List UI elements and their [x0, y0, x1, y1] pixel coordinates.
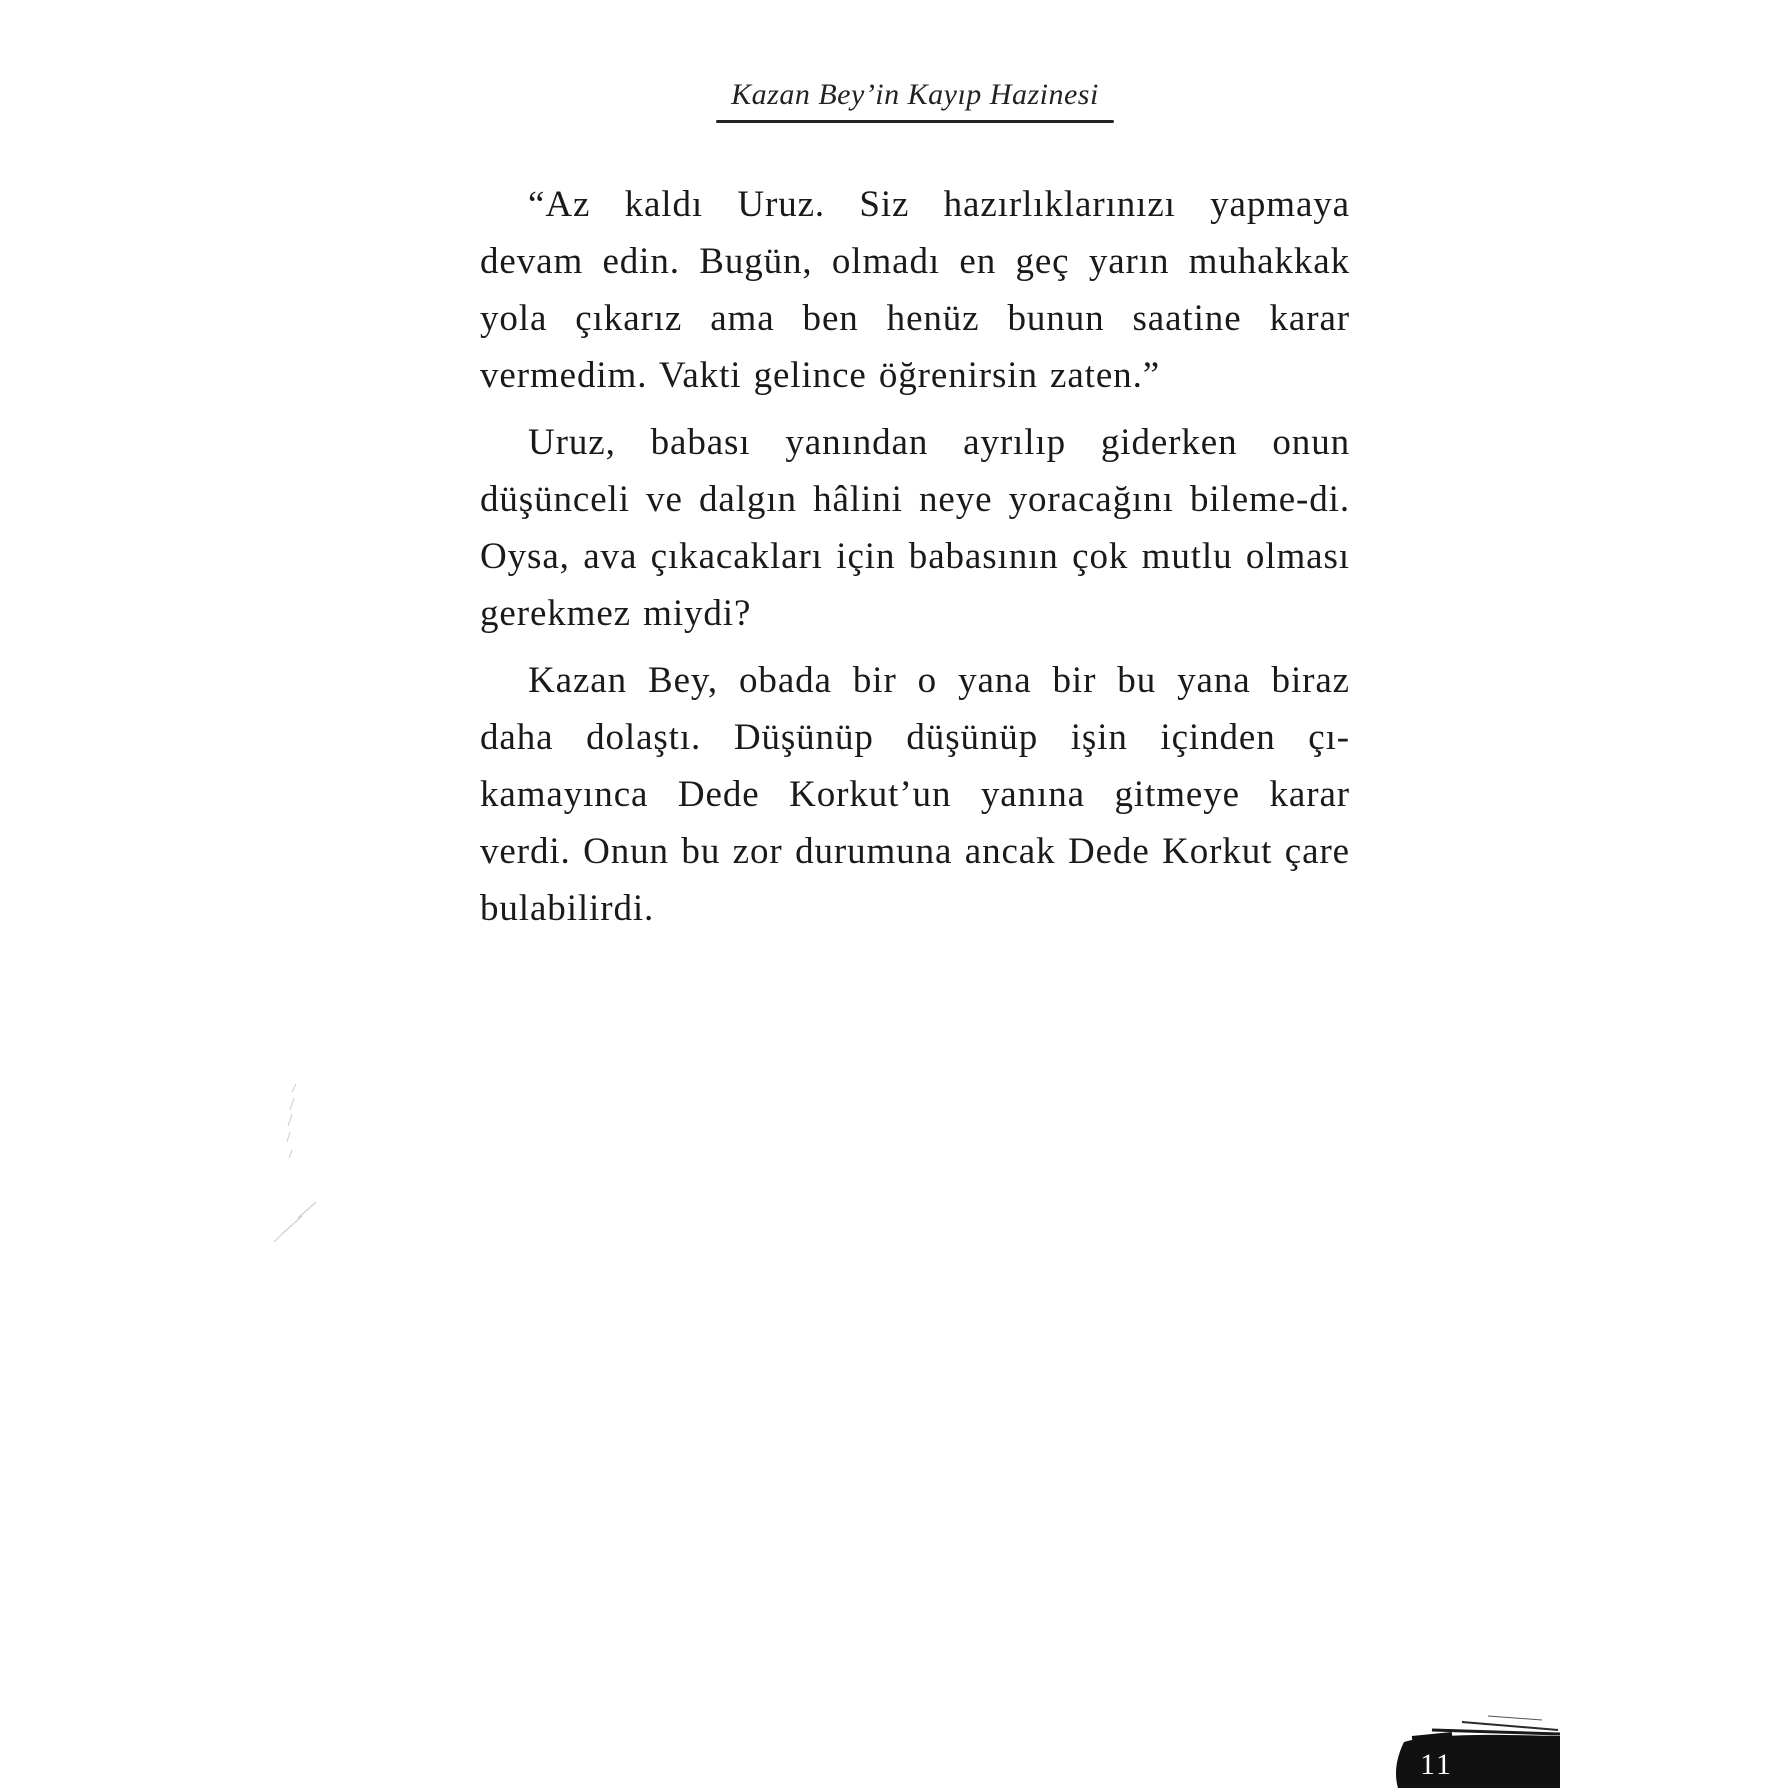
running-title: Kazan Bey’in Kayıp Hazinesi	[731, 78, 1099, 111]
scan-artifact-marks	[268, 1080, 328, 1250]
page-number: 11	[1420, 1748, 1453, 1781]
running-header	[715, 78, 1115, 128]
paragraph-3: Kazan Bey, obada bir o yana bir bu yana biraz daha dolaştı. Düşünüp düşünüp işin içinden çı-kamayınca Dede Korkut’un yanına gitmeye karar verdi. Onun bu zor durumuna ancak Dede Korkut çare bulabilirdi.	[480, 660, 1350, 929]
page-number-tab	[1392, 1712, 1562, 1788]
body-text	[480, 176, 1350, 947]
paragraph-2: Uruz, babası yanından ayrılıp giderken onun düşünceli ve dalgın hâlini neye yoracağını bileme-di. Oysa, ava çıkacakları için babasının çok mutlu olması gerekmez miydi?	[480, 422, 1350, 634]
paragraph-1: “Az kaldı Uruz. Siz hazırlıklarınızı yapmaya devam edin. Bugün, olmadı en geç yarın muhakkak yola çıkarız ama ben henüz bunun saatine karar vermedim. Vakti gelince öğrenirsin zaten.”	[480, 184, 1350, 396]
header-rule	[716, 120, 1114, 123]
